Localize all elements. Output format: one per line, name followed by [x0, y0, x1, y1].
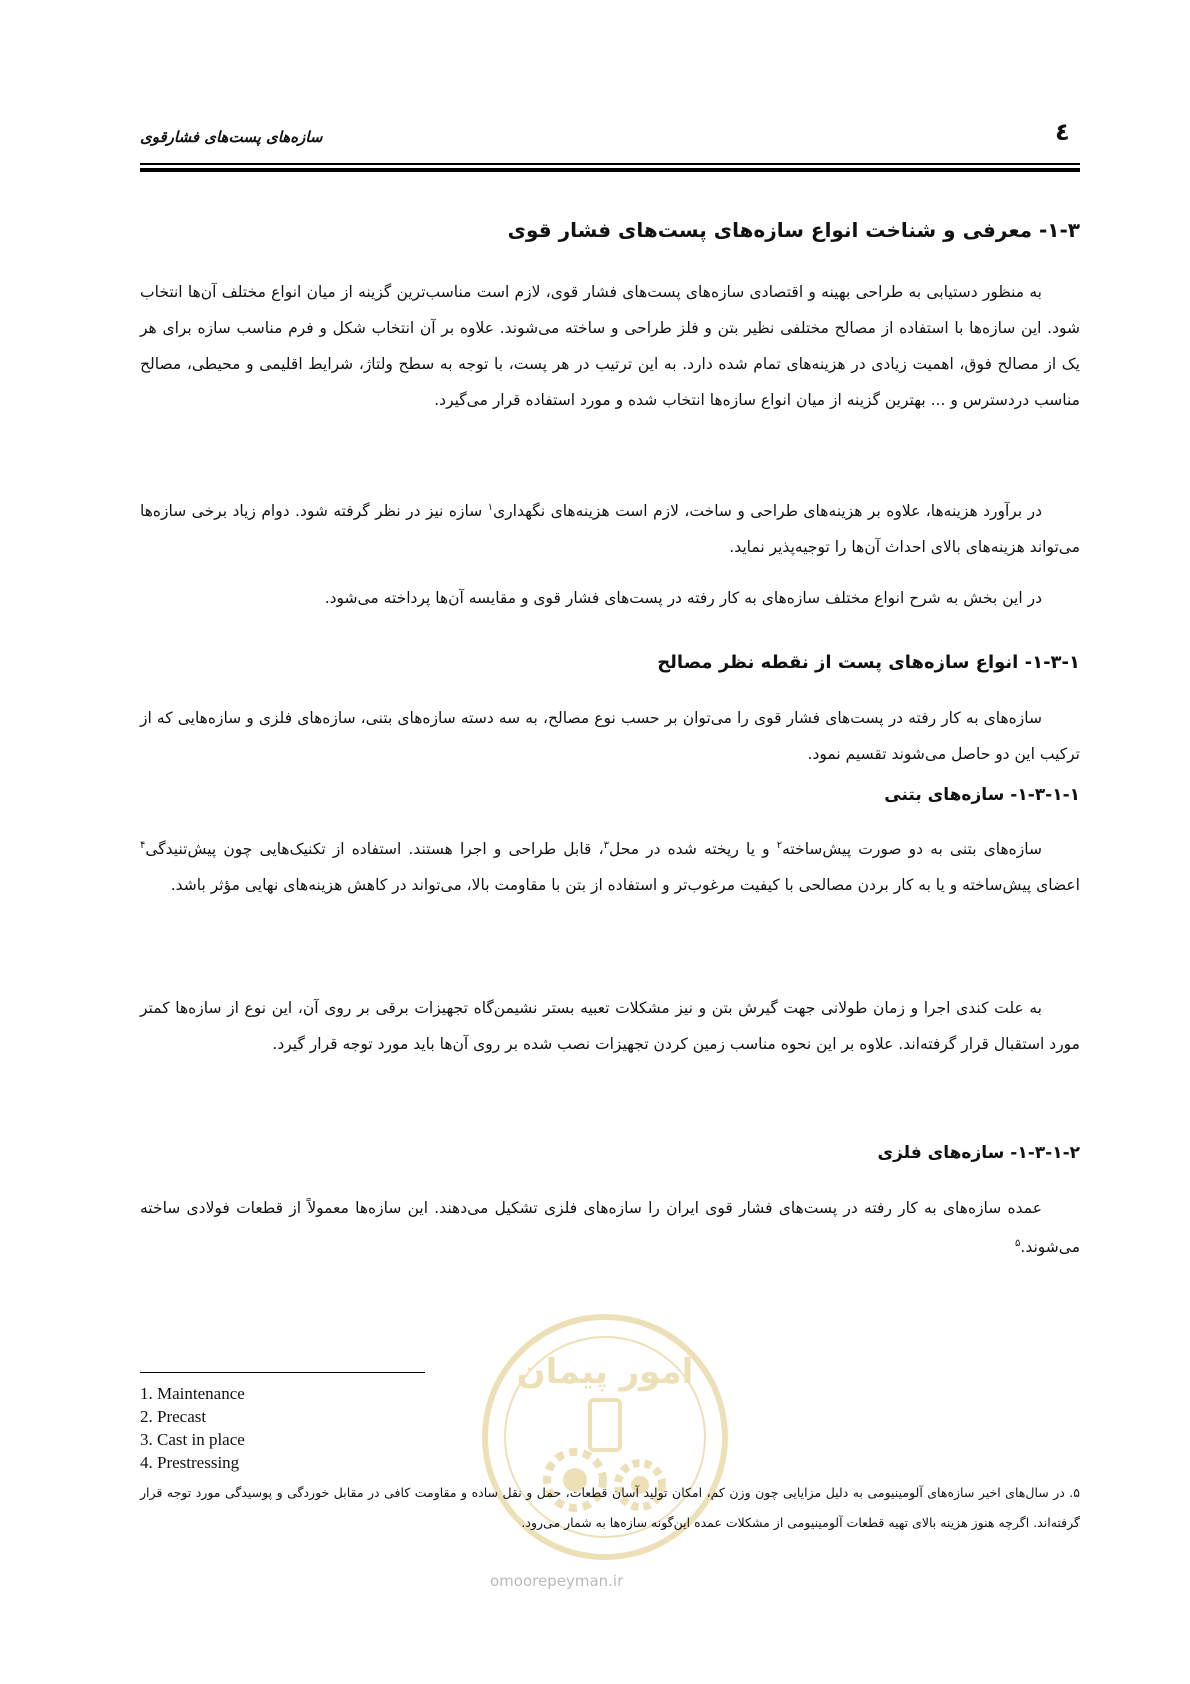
footnote-ref-5[interactable]: ۵: [1015, 1238, 1021, 1249]
footnote-ref-1[interactable]: ۱: [487, 502, 494, 513]
footnote-3: 3. Cast in place: [140, 1430, 245, 1449]
footnote-1: 1. Maintenance: [140, 1384, 245, 1403]
watermark-url: omoorepeyman.ir: [490, 1572, 624, 1590]
running-title: سازه‌های پست‌های فشارقوی: [140, 128, 323, 146]
footnotes-latin: [140, 1382, 640, 1474]
footnote-separator: [140, 1372, 425, 1373]
section-heading-concrete: ۱-۳-۱-۱- سازه‌های بتنی: [884, 785, 1080, 805]
paragraph-intro: به منظور دستیابی به طراحی بهینه و اقتصادی سازه‌های پست‌های فشار قوی، لازم است مناسب‌ترین گزینه از میان انواع مختلف آن‌ها انتخاب شود. این سازه‌ها با استفاده از مصالح مختلفی نظیر بتن و فلز طراحی و ساخته می‌شوند. علاوه بر آن انتخاب شکل و فرم مناسب سازه برای هر یک از مصالح فوق، اهمیت زیادی در هزینه‌های تمام شده دارد. به این ترتیب در هر پست، با توجه به سطح ولتاژ، شرایط اقلیمی و محیطی، مصالح مناسب دردسترس و ... بهترین گزینه از میان انواع سازه‌ها انتخاب شده و مورد استفاده قرار می‌گیرد.: [140, 283, 1080, 409]
footnote-2: 2. Precast: [140, 1407, 207, 1426]
footnote-ref-4[interactable]: ۴: [140, 840, 146, 851]
section-heading-2: ۱-۳-۱- انواع سازه‌های پست از نقطه نظر مصالح: [657, 652, 1080, 673]
footnote-4: 4. Prestressing: [140, 1453, 240, 1472]
watermark-seal-text: امور پیمان: [516, 1352, 694, 1392]
section-heading-1: ۱-۳- معرفی و شناخت انواع سازه‌های پست‌های فشار قوی: [507, 218, 1080, 242]
paragraph-section-scope: در این بخش به شرح انواع مختلف سازه‌های به کار رفته در پست‌های فشار قوی و مقایسه آن‌ها پرداخته می‌شود.: [324, 589, 1042, 607]
paragraph-concrete-1: سازه‌های بتنی به دو صورت پیش‌ساخته$^۲$ و یا ریخته شده در محل$^۳$، قابل طراحی و اجرا هستند. استفاده از تکنیک‌هایی چون پیش‌تنیدگی$^۴$ اعضای پیش‌ساخته و یا به کار بردن مصالحی با کیفیت مرغوب‌تر و استفاده از بتن با مقاومت بالا، می‌تواند در کاهش هزینه‌های نهایی مؤثر باشد.: [140, 840, 1080, 895]
paragraph-costs: در برآورد هزینه‌ها، علاوه بر هزینه‌های طراحی و ساخت، لازم است هزینه‌های نگهداری$^۱$ سازه نیز در نظر گرفته شود. دوام زیاد برخی سازه‌ها می‌تواند هزینه‌های بالای احداث آن‌ها را توجیه‌پذیر نماید.: [140, 502, 1080, 557]
footnote-ref-3[interactable]: ۳: [603, 840, 609, 851]
section-heading-metal: ۱-۳-۱-۲- سازه‌های فلزی: [877, 1143, 1080, 1163]
header-rule-thick: [140, 168, 1080, 172]
header-rule-thin: [140, 163, 1080, 165]
page-number: ٤: [1055, 118, 1070, 146]
footnote-ref-2[interactable]: ۲: [776, 840, 783, 851]
paragraph-concrete-2: به علت کندی اجرا و زمان طولانی جهت گیرش بتن و نیز مشکلات تعبیه بستر نشیمن‌گاه تجهیزات برقی بر روی آن، این نوع از سازه‌ها کمتر مورد استقبال قرار گرفته‌اند. علاوه بر این نحوه مناسب زمین کردن تجهیزات نصب شده بر روی آن‌ها باید مورد توجه قرار گیرد.: [140, 999, 1080, 1053]
paragraph-metal: عمده سازه‌های به کار رفته در پست‌های فشار قوی ایران را سازه‌های فلزی تشکیل می‌دهند. این سازه‌ها معمولاً از قطعات فولادی ساخته می‌شوند.$^۵$: [140, 1199, 1080, 1257]
footnote-5: ۵. در سال‌های اخیر سازه‌های آلومینیومی به دلیل مزایایی چون وزن کم، امکان تولید آسان قطعات، حمل و نقل ساده و مقاومت کافی در مقابل خوردگی و پوسیدگی مورد توجه قرار گرفته‌اند. اگرچه هنوز هزینه بالای تهیه قطعات آلومینیومی از مشکلات عمده این‌گونه سازه‌ها به شمار می‌رود.: [140, 1485, 1080, 1530]
paragraph-material-types: سازه‌های به کار رفته در پست‌های فشار قوی را می‌توان بر حسب نوع مصالح، به سه دسته سازه‌های بتنی، سازه‌های فلزی و سازه‌هایی که از ترکیب این دو حاصل می‌شوند تقسیم نمود.: [140, 709, 1080, 763]
